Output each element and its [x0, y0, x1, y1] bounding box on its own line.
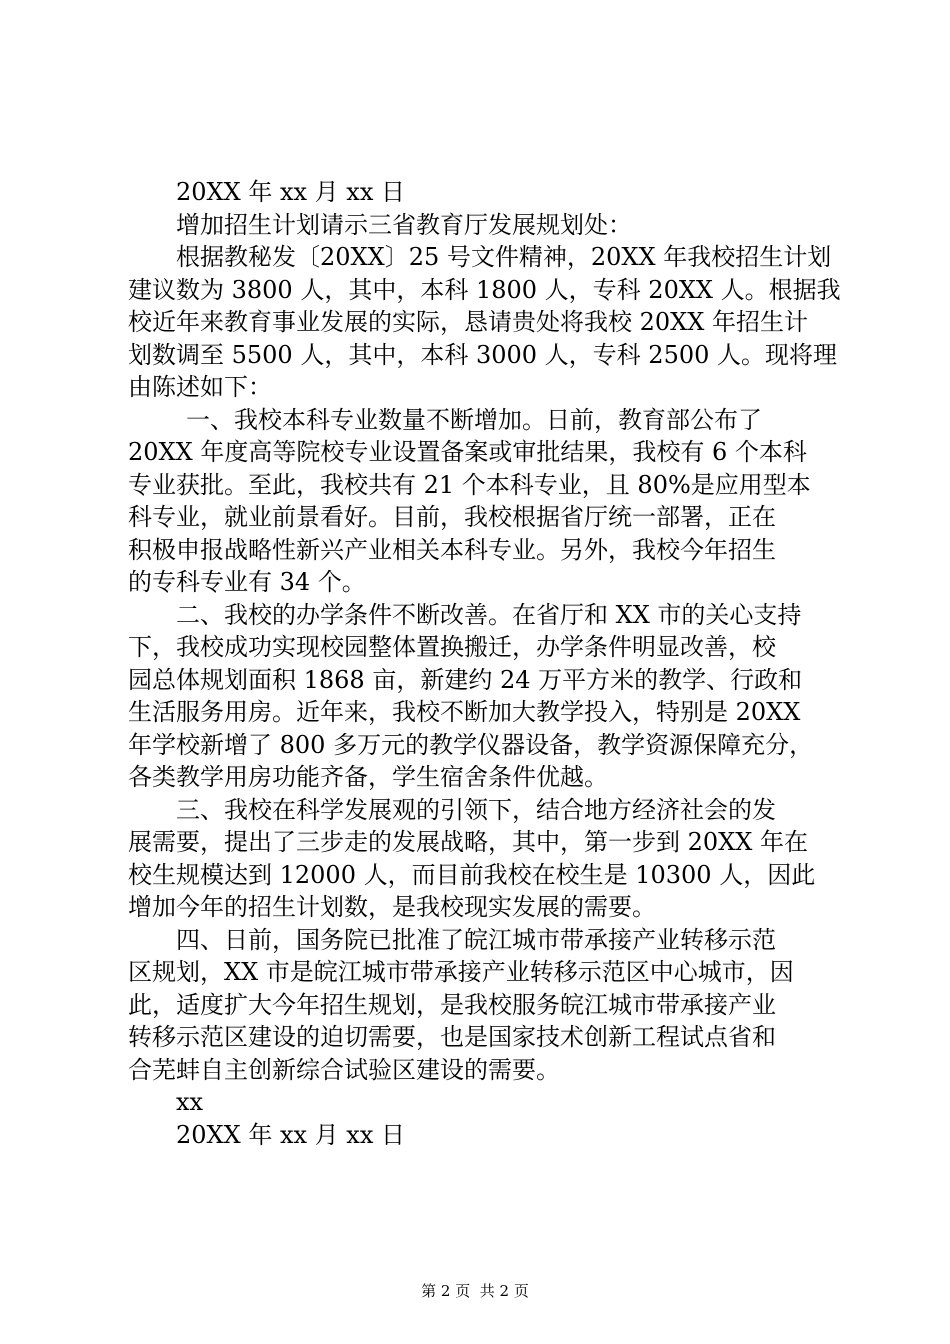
section-4-line: 四、日前，国务院已批准了皖江城市带承接产业转移示范 — [176, 925, 776, 954]
section-4-line: 此，适度扩大今年招生规划，是我校服务皖江城市带承接产业 — [128, 990, 776, 1019]
section-1-paragraph — [128, 404, 828, 599]
section-3-line: 展需要，提出了三步走的发展战略，其中，第一步到 20XX 年在 — [128, 828, 808, 856]
section-2-line: 各类教学用房功能齐备，学生宿舍条件优越。 — [128, 763, 608, 791]
section-1-line: 积极申报战略性新兴产业相关本科专业。另外，我校今年招生 — [128, 535, 776, 564]
date-top: 20XX 年 xx 月 xx 日 — [176, 178, 405, 206]
section-1-line: 的专科专业有 34 个。 — [128, 568, 366, 596]
section-4-line: 转移示范区建设的迫切需要，也是国家技术创新工程试点省和 — [128, 1023, 776, 1051]
section-1-line: 一、我校本科专业数量不断增加。日前，教育部公布了 — [186, 405, 762, 434]
section-2-line: 下，我校成功实现校园整体置换搬迁，办学条件明显改善，校 — [128, 633, 776, 661]
page-number-footer: 第 2 页 共 2 页 — [421, 1282, 529, 1300]
document-body — [128, 176, 841, 1151]
document-title: 增加招生计划请示三省教育厅发展规划处： — [176, 210, 632, 239]
section-4-line: 区规划，XX 市是皖江城市带承接产业转移示范区中心城市，因 — [128, 958, 794, 986]
section-3-paragraph — [128, 794, 828, 924]
signature: xx — [176, 1088, 204, 1116]
date-bottom: 20XX 年 xx 月 xx 日 — [176, 1120, 405, 1149]
section-2-line: 生活服务用房。近年来，我校不断加大教学投入，特别是 20XX — [128, 698, 801, 726]
section-4-paragraph — [128, 924, 828, 1087]
section-3-line: 三、我校在科学发展观的引领下，结合地方经济社会的发 — [176, 795, 776, 824]
section-2-line: 园总体规划面积 1868 亩，新建约 24 万平方米的教学、行政和 — [128, 665, 803, 694]
section-2-paragraph — [128, 599, 828, 794]
intro-line: 划数调至 5500 人，其中，本科 3000 人，专科 2500 人。现将理 — [128, 340, 838, 369]
intro-line: 建议数为 3800 人，其中，本科 1800 人，专科 20XX 人。根据我 — [128, 275, 841, 304]
section-1-line: 科专业，就业前景看好。目前，我校根据省厅统一部署，正在 — [128, 503, 776, 531]
section-4-line: 合芜蚌自主创新综合试验区建设的需要。 — [128, 1055, 560, 1084]
section-2-line: 年学校新增了 800 多万元的教学仪器设备，教学资源保障充分， — [128, 730, 814, 759]
intro-line: 由陈述如下： — [128, 373, 272, 401]
section-2-line: 二、我校的办学条件不断改善。在省厅和 XX 市的关心支持 — [176, 600, 802, 629]
intro-paragraph — [128, 241, 841, 404]
intro-line: 校近年来教育事业发展的实际，恳请贵处将我校 20XX 年招生计 — [128, 308, 808, 336]
intro-line: 根据教秘发〔20XX〕25 号文件精神，20XX 年我校招生计划 — [176, 243, 832, 271]
section-1-line: 专业获批。至此，我校共有 21 个本科专业，且 80%是应用型本 — [128, 470, 811, 499]
section-3-line: 校生规模达到 12000 人，而目前我校在校生是 10300 人，因此 — [128, 860, 816, 889]
section-3-line: 增加今年的招生计划数，是我校现实发展的需要。 — [128, 893, 656, 921]
section-1-line: 20XX 年度高等院校专业设置备案或审批结果，我校有 6 个本科 — [128, 438, 807, 466]
